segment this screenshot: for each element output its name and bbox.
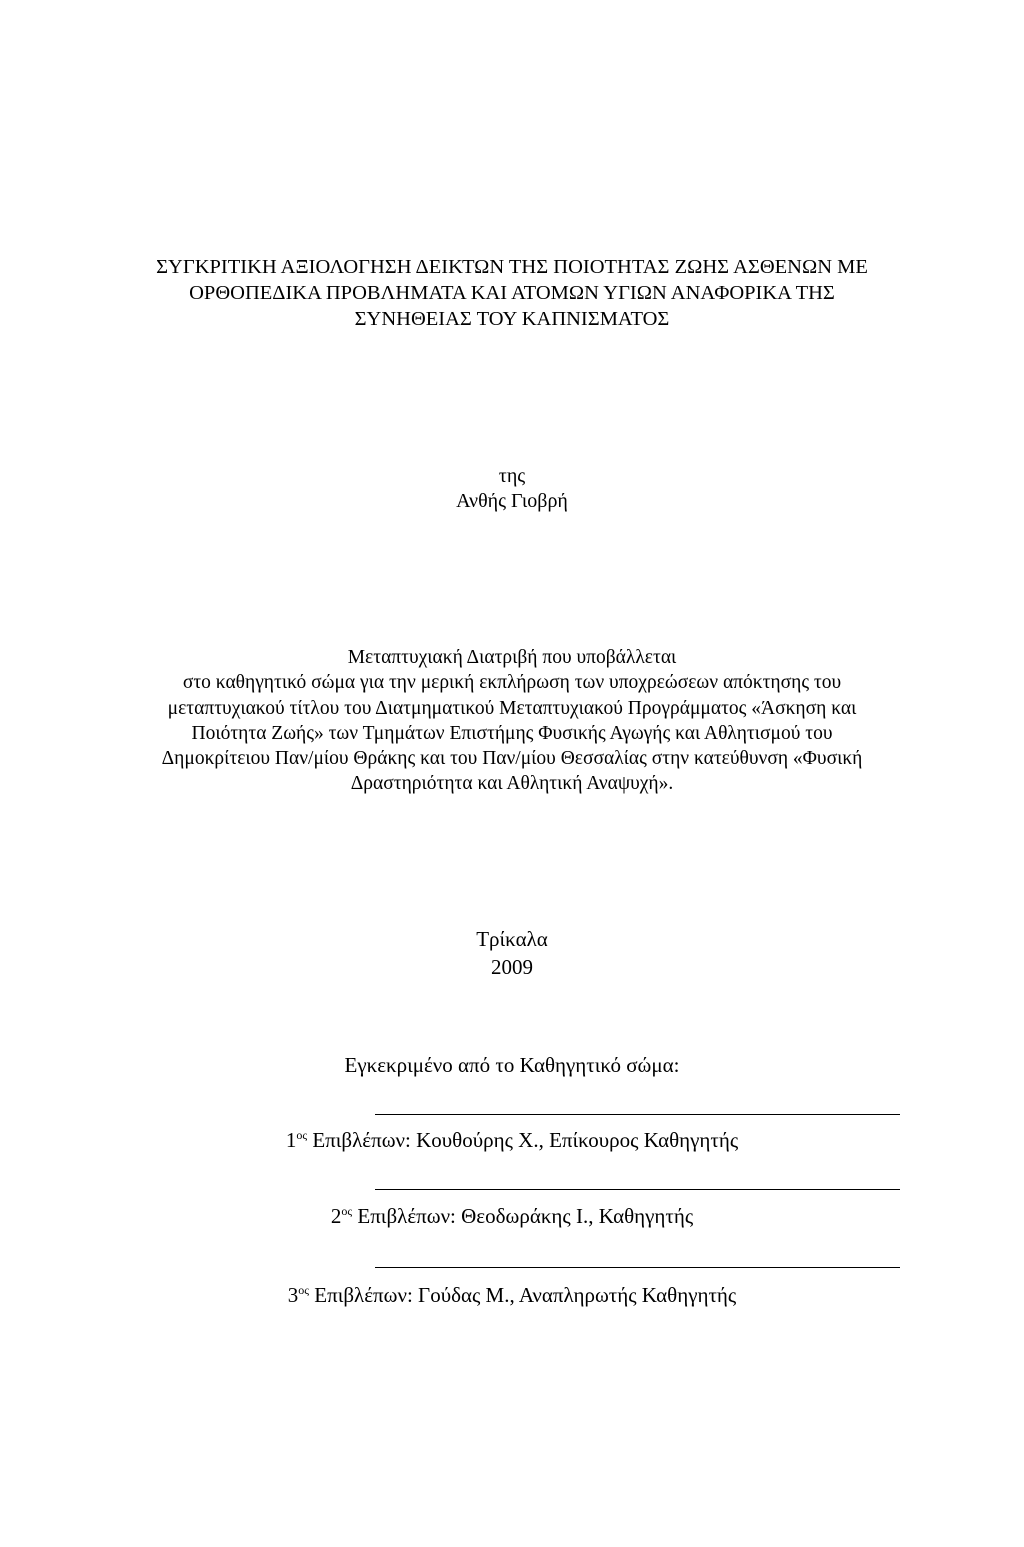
title-line: ΣΥΓΚΡΙΤΙΚΗ ΑΞΙΟΛΟΓΗΣΗ ΔΕΙΚΤΩΝ ΤΗΣ ΠΟΙΟΤΗΤΑΣ ΖΩΗΣ ΑΣΘΕΝΩΝ ΜΕ [156,256,868,278]
signature-line-2 [375,1189,900,1190]
supervisor-number: 2 [330,1204,342,1228]
year: 2009 [491,955,533,979]
supervisor-text: Επιβλέπων: Κουθούρης Χ., Επίκουρος Καθηγητής [312,1128,739,1152]
description-line: Δραστηριότητα και Αθλητική Αναψυχή». [350,773,674,795]
signature-line-3 [375,1267,900,1268]
supervisor-1 [0,1126,1024,1154]
description-line: Ποιότητα Ζωής» των Τμημάτων Επιστήμης Φυσικής Αγωγής και Αθλητισμού του [191,722,833,744]
supervisor-ordinal: ος [341,1204,353,1218]
place: Τρίκαλα [476,927,548,951]
description-line: Δημοκρίτειου Παν/μίου Θράκης και του Παν/μίου Θεσσαλίας στην κατεύθυνση «Φυσική [161,748,863,770]
supervisor-number: 3 [287,1283,299,1307]
thesis-description [40,645,984,797]
supervisor-ordinal: ος [298,1283,310,1297]
description-line: στο καθηγητικό σώμα για την μερική εκπλήρωση των υποχρεώσεων απόκτησης του [182,672,842,694]
supervisor-number: 1 [285,1128,297,1152]
title-line: ΣΥΝΗΘΕΙΑΣ ΤΟΥ ΚΑΠΝΙΣΜΑΤΟΣ [354,308,670,330]
supervisor-2 [0,1202,1024,1230]
signature-line-1 [375,1114,900,1115]
thesis-title [40,254,984,332]
title-line: ΟΡΘΟΠΕΔΙΚΑ ΠΡΟΒΛΗΜΑΤΑ ΚΑΙ ΑΤΟΜΩΝ ΥΓΙΩΝ ΑΝΑΦΟΡΙΚΑ ΤΗΣ [189,282,835,304]
description-line: μεταπτυχιακού τίτλου του Διατμηματικού Μεταπτυχιακού Προγράμματος «Άσκηση και [167,697,857,719]
supervisor-3 [0,1281,1024,1309]
supervisor-text: Επιβλέπων: Γούδας Μ., Αναπληρωτής Καθηγητής [314,1283,737,1307]
author-name: Ανθής Γιοβρή [456,490,568,512]
description-line: Μεταπτυχιακή Διατριβή που υποβάλλεται [347,647,677,668]
author-prefix: της [498,465,526,487]
supervisor-ordinal: ος [296,1128,308,1142]
author-block [0,464,1024,514]
place-year [0,925,1024,981]
supervisor-text: Επιβλέπων: Θεοδωράκης Ι., Καθηγητής [357,1204,694,1228]
approval-heading: Εγκεκριμένο από το Καθηγητικό σώμα: [344,1053,680,1077]
